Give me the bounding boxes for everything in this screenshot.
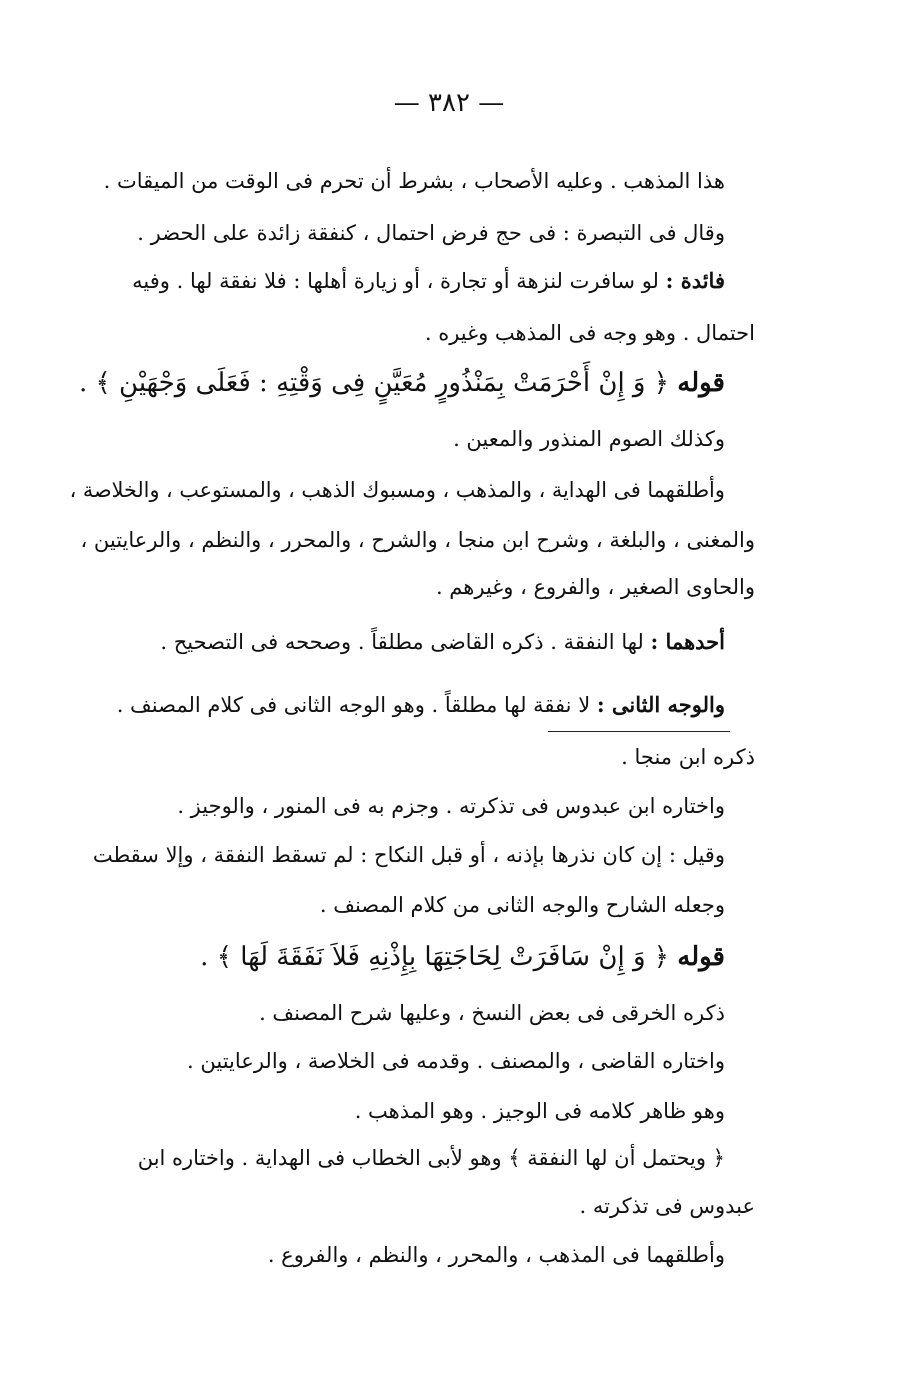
text-line bbox=[160, 627, 725, 657]
text-line bbox=[177, 791, 725, 821]
line-text: وأطلقهما فى الهداية ، والمذهب ، ومسبوك الذهب ، والمستوعب ، والخلاصة ، bbox=[69, 478, 725, 502]
text-line bbox=[117, 690, 725, 720]
heading-line bbox=[79, 368, 725, 399]
line-text: ذكره الخرقى فى بعض النسخ ، وعليها شرح المصنف . bbox=[259, 1001, 725, 1025]
text-line bbox=[132, 266, 725, 296]
text-line bbox=[320, 890, 725, 920]
text-line bbox=[259, 998, 725, 1028]
line-text: ﴿ ويحتمل أن لها النفقة ﴾ وهو لأبى الخطاب فى الهداية . واختاره ابن bbox=[137, 1146, 725, 1170]
text-line bbox=[621, 742, 755, 772]
line-text: لها النفقة . ذكره القاضى مطلقاً . وصححه فى التصحيح . bbox=[160, 630, 651, 654]
text-line bbox=[104, 166, 725, 196]
line-text: واختاره ابن عبدوس فى تذكرته . وجزم به فى المنور ، والوجيز . bbox=[177, 794, 725, 818]
text-line bbox=[453, 424, 725, 454]
quran-text: ﴿ وَ إِنْ سَافَرَتْ لِحَاجَتِهَا بِإِذْنِهِ فَلاَ نَفَقَةَ لَهَا ﴾ . bbox=[200, 942, 678, 972]
quran-text: ﴿ وَ إِنْ أَحْرَمَتْ بِمَنْذُورٍ مُعَيَّنٍ فِى وَقْتِهِ : فَعَلَى وَجْهَيْنِ ﴾ . bbox=[79, 368, 678, 398]
line-text: لا نفقة لها مطلقاً . وهو الوجه الثانى فى كلام المصنف . bbox=[116, 693, 597, 717]
text-line bbox=[93, 840, 725, 870]
line-text: ذكره ابن منجا . bbox=[621, 745, 755, 769]
line-text: وهو ظاهر كلامه فى الوجيز . وهو المذهب . bbox=[354, 1099, 725, 1123]
line-text: والمغنى ، والبلغة ، وشرح ابن منجا ، والشرح ، والمحرر ، والنظم ، والرعايتين ، bbox=[80, 528, 755, 552]
line-text: وجعله الشارح والوجه الثانى من كلام المصنف . bbox=[319, 893, 725, 917]
line-text: وكذلك الصوم المنذور والمعين . bbox=[453, 427, 725, 451]
text-line bbox=[70, 475, 725, 505]
line-text: وأطلقهما فى المذهب ، والمحرر ، والنظم ، والفروع . bbox=[267, 1243, 725, 1267]
line-text: وقيل : إن كان نذرها بإذنه ، أو قبل النكاح : لم تسقط النفقة ، وإلا سقطت bbox=[92, 843, 725, 867]
line-label: قوله bbox=[677, 942, 725, 972]
text-line bbox=[138, 1143, 725, 1173]
line-label: قوله bbox=[677, 368, 725, 398]
line-text: احتمال . وهو وجه فى المذهب وغيره . bbox=[424, 321, 755, 345]
text-line bbox=[137, 218, 725, 248]
text-line bbox=[580, 1191, 755, 1221]
page-number: — ٣٨٢ — bbox=[393, 88, 505, 118]
line-text: وقال فى التبصرة : فى حج فرض احتمال ، كنفقة زائدة على الحضر . bbox=[137, 221, 725, 245]
line-text: واختاره القاضى ، والمصنف . وقدمه فى الخلاصة ، والرعايتين . bbox=[187, 1049, 725, 1073]
text-line bbox=[436, 572, 755, 602]
line-label: أحدهما : bbox=[650, 629, 725, 654]
text-line bbox=[187, 1046, 725, 1076]
underline-rule bbox=[548, 731, 730, 732]
text-line bbox=[268, 1240, 725, 1270]
text-line bbox=[425, 318, 755, 348]
line-label: فائدة : bbox=[665, 268, 725, 293]
line-text: والحاوى الصغير ، والفروع ، وغيرهم . bbox=[435, 575, 755, 599]
line-text: هذا المذهب . وعليه الأصحاب ، بشرط أن تحرم فى الوقت من الميقات . bbox=[103, 169, 725, 193]
text-line bbox=[80, 525, 755, 555]
text-line bbox=[355, 1096, 725, 1126]
line-text: عبدوس فى تذكرته . bbox=[579, 1194, 755, 1218]
line-text: لو سافرت لنزهة أو تجارة ، أو زيارة أهلها : فلا نفقة لها . وفيه bbox=[132, 269, 666, 293]
line-label: والوجه الثانى : bbox=[596, 692, 725, 717]
heading-line bbox=[200, 942, 725, 973]
